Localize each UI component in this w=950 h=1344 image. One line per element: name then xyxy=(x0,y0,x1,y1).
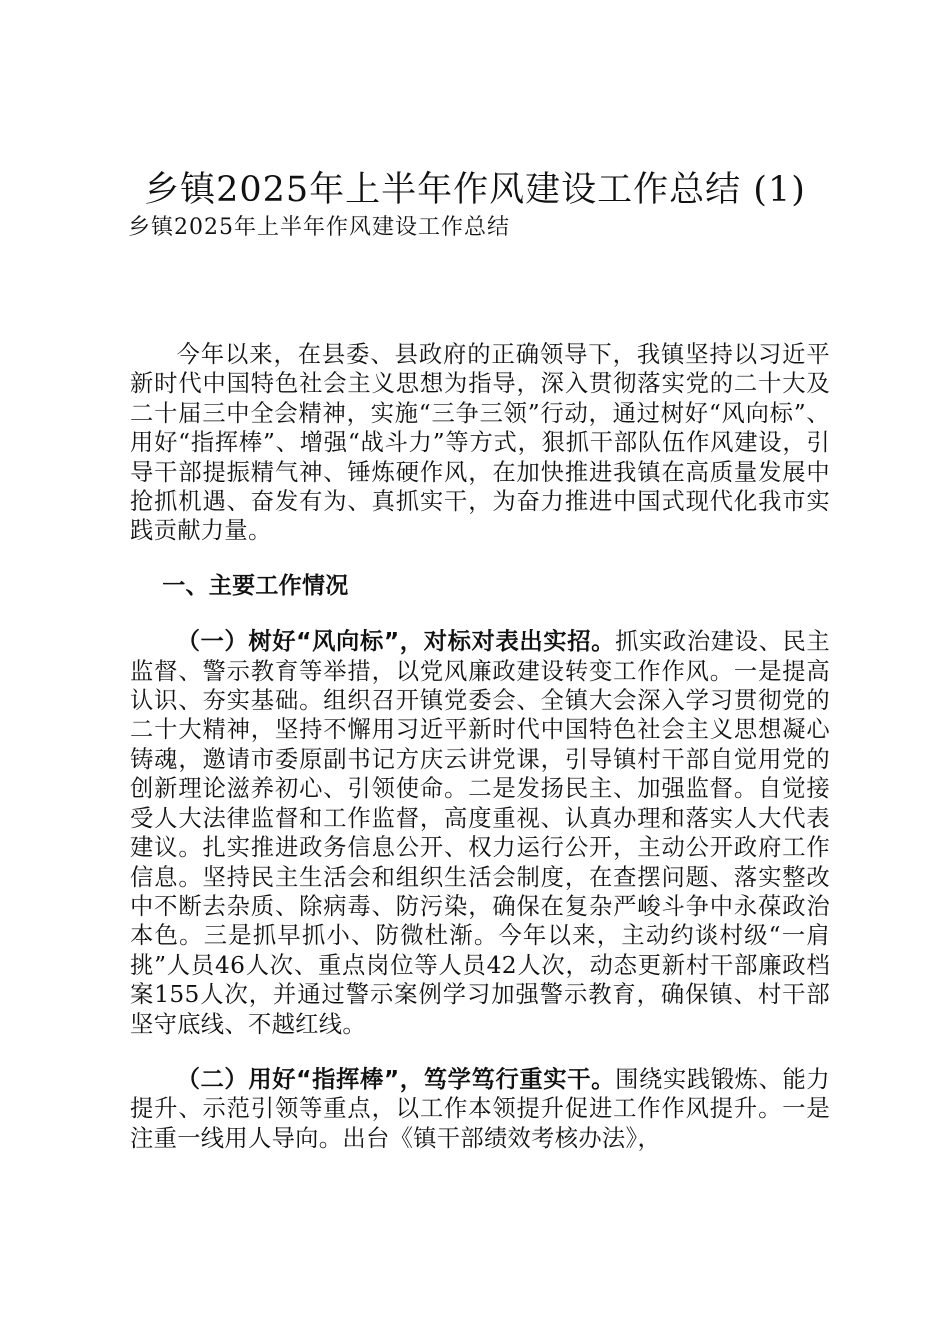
item-2-body: 围绕实践锻炼、能力提升、示范引领等重点，以工作本领提升促进工作作风提升。一是注重一线用人导向。出台《镇干部绩效考核办法》， xyxy=(130,1065,830,1152)
intro-paragraph: 今年以来，在县委、县政府的正确领导下，我镇坚持以习近平新时代中国特色社会主义思想为指导，深入贯彻落实党的二十大及二十届三中全会精神，实施“三争三领”行动，通过树好“风向标”、用好“指挥棒”、增强“战斗力”等方式，狠抓干部队伍作风建设，引导干部提振精气神、锤炼硬作风，在加快推进我镇在高质量发展中抢抓机遇、奋发有为、真抓实干，为奋力推进中国式现代化我市实践贡献力量。 xyxy=(130,341,830,545)
item-1-body: 抓实政治建设、民主监督、警示教育等举措，以党风廉政建设转变工作作风。一是提高认识、夯实基础。组织召开镇党委会、全镇大会深入学习贯彻党的二十大精神，坚持不懈用习近平新时代中国特色社会主义思想凝心铸魂，邀请市委原副书记方庆云讲党课，引导镇村干部自觉用党的创新理论滋养初心、引领使命。二是发扬民主、加强监督。自觉接受人大法律监督和工作监督，高度重视、认真办理和落实人大代表建议。扎实推进政务信息公开、权力运行公开，主动公开政府工作信息。坚持民主生活会和组织生活会制度，在查摆问题、落实整改中不断去杂质、除病毒、防污染，确保在复杂严峻斗争中永葆政治本色。三是抓早抓小、防微杜渐。今年以来，主动约谈村级“一肩挑”人员46人次、重点岗位等人员42人次，动态更新村干部廉政档案155人次，并通过警示案例学习加强警示教育，确保镇、村干部坚守底线、不越红线。 xyxy=(130,628,830,1038)
item-2-paragraph xyxy=(130,1065,830,1153)
item-1-lead: （一）树好“风向标”，对标对表出实招。 xyxy=(176,628,616,656)
item-2-lead: （二）用好“指挥棒”，笃学笃行重实干。 xyxy=(176,1065,616,1093)
document-title: 乡镇2025年上半年作风建设工作总结 (1) xyxy=(144,170,806,210)
section-heading: 一、主要工作情况 xyxy=(162,572,349,599)
document-body xyxy=(130,340,830,1153)
document-subtitle: 乡镇2025年上半年作风建设工作总结 xyxy=(128,215,510,240)
item-1-paragraph xyxy=(130,627,830,1039)
